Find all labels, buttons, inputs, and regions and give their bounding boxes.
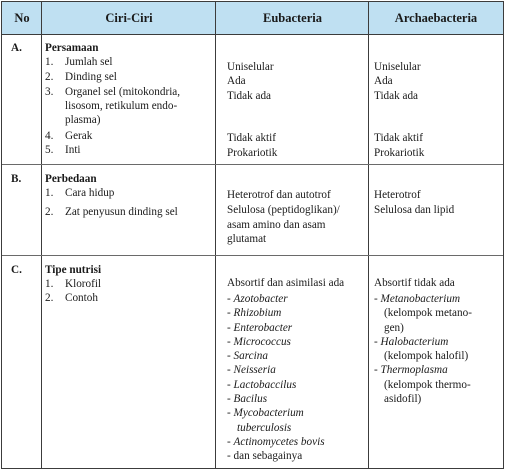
row-label: Zat penyusun dinding sel xyxy=(65,206,178,218)
list-item: - Rhizobium xyxy=(227,307,282,320)
archaebacteria-value: Prokariotik xyxy=(374,147,425,159)
section-b-title: Perbedaan xyxy=(45,173,97,185)
list-item: tuberculosis xyxy=(237,421,292,434)
row-label: lisosom, retikulum endo- xyxy=(65,100,178,112)
archaebacteria-value: Tidak aktif xyxy=(374,132,423,144)
list-item: - dan sebagainya xyxy=(227,450,303,463)
eubacteria-value: Heterotrof dan autotrof xyxy=(227,189,331,201)
table-header xyxy=(2,2,503,35)
row-number: 3. xyxy=(45,86,54,98)
list-item: (kelompok metano- xyxy=(384,307,472,320)
list-item: - Micrococcus xyxy=(227,335,291,348)
eubacteria-nutrition: Absortif dan asimilasi ada xyxy=(227,277,345,289)
list-item: - Bacilus xyxy=(227,393,268,406)
header-ciri: Ciri-Ciri xyxy=(105,11,153,25)
section-a-no: A. xyxy=(11,42,22,54)
column-divider xyxy=(368,2,369,468)
archaebacteria-value: Ada xyxy=(374,75,393,87)
section-a-title: Persamaan xyxy=(45,42,99,54)
row-number: 1. xyxy=(45,278,54,290)
list-item: - Enterobacter xyxy=(227,321,293,334)
row-number: 2. xyxy=(45,206,54,218)
column-divider xyxy=(215,2,216,468)
row-label: Contoh xyxy=(65,292,98,304)
archaebacteria-value: Selulosa dan lipid xyxy=(374,204,455,216)
eubacteria-value: Ada xyxy=(227,75,246,87)
list-item: - Lactobaccilus xyxy=(227,378,297,391)
header-no: No xyxy=(14,11,30,25)
section-b-no: B. xyxy=(11,173,22,185)
eubacteria-value: Selulosa (peptidoglikan)/ xyxy=(227,204,340,216)
row-label: Klorofil xyxy=(65,278,102,290)
eubacteria-value: asam amino dan asam xyxy=(227,219,326,231)
list-item: - Thermoplasma xyxy=(374,364,448,377)
list-item: (kelompok halofil) xyxy=(384,350,469,363)
row-number: 1. xyxy=(45,56,54,68)
list-item: asidofil) xyxy=(384,393,422,406)
list-item: - Halobacterium xyxy=(374,335,449,348)
eubacteria-value: glutamat xyxy=(227,233,267,245)
row-number: 1. xyxy=(45,187,54,199)
row-number: 5. xyxy=(45,144,54,156)
row-label: Cara hidup xyxy=(65,187,115,199)
list-item: - Actinomycetes bovis xyxy=(227,435,325,448)
list-item: - Mycobacterium xyxy=(227,407,304,420)
section-divider xyxy=(2,255,503,256)
archaebacteria-examples xyxy=(374,292,472,406)
list-item: gen) xyxy=(384,321,404,334)
header-eubacteria: Eubacteria xyxy=(262,11,323,25)
list-item: - Metanobacterium xyxy=(374,293,461,305)
row-number: 4. xyxy=(45,130,54,142)
row-label: plasma) xyxy=(65,114,101,126)
row-label: Organel sel (mitokondria, xyxy=(65,86,181,98)
row-label: Dinding sel xyxy=(65,71,117,83)
archaebacteria-value: Tidak ada xyxy=(374,90,419,102)
section-divider xyxy=(2,164,503,165)
eubacteria-value: Tidak ada xyxy=(227,90,272,102)
column-divider xyxy=(41,2,42,468)
eubacteria-value: Tidak aktif xyxy=(227,132,276,144)
eubacteria-value: Prokariotik xyxy=(227,147,278,159)
row-label: Jumlah sel xyxy=(65,56,113,68)
row-label: Inti xyxy=(65,144,81,156)
row-number: 2. xyxy=(45,71,54,83)
archaebacteria-value: Uniselular xyxy=(374,61,421,73)
list-item: - Neisseria xyxy=(227,364,276,377)
archaebacteria-nutrition: Absortif tidak ada xyxy=(374,277,455,289)
eubacteria-examples xyxy=(227,292,325,464)
row-label: Gerak xyxy=(65,130,93,142)
section-c-no: C. xyxy=(11,264,22,276)
row-number: 2. xyxy=(45,292,54,304)
list-item: - Azotobacter xyxy=(227,293,288,305)
comparison-table xyxy=(1,1,504,469)
eubacteria-value: Uniselular xyxy=(227,61,274,73)
archaebacteria-value: Heterotrof xyxy=(374,189,421,201)
header-archaebacteria: Archaebacteria xyxy=(394,11,478,25)
section-c-title: Tipe nutrisi xyxy=(45,264,102,276)
list-item: (kelompok thermo- xyxy=(384,378,471,391)
list-item: - Sarcina xyxy=(227,350,268,363)
